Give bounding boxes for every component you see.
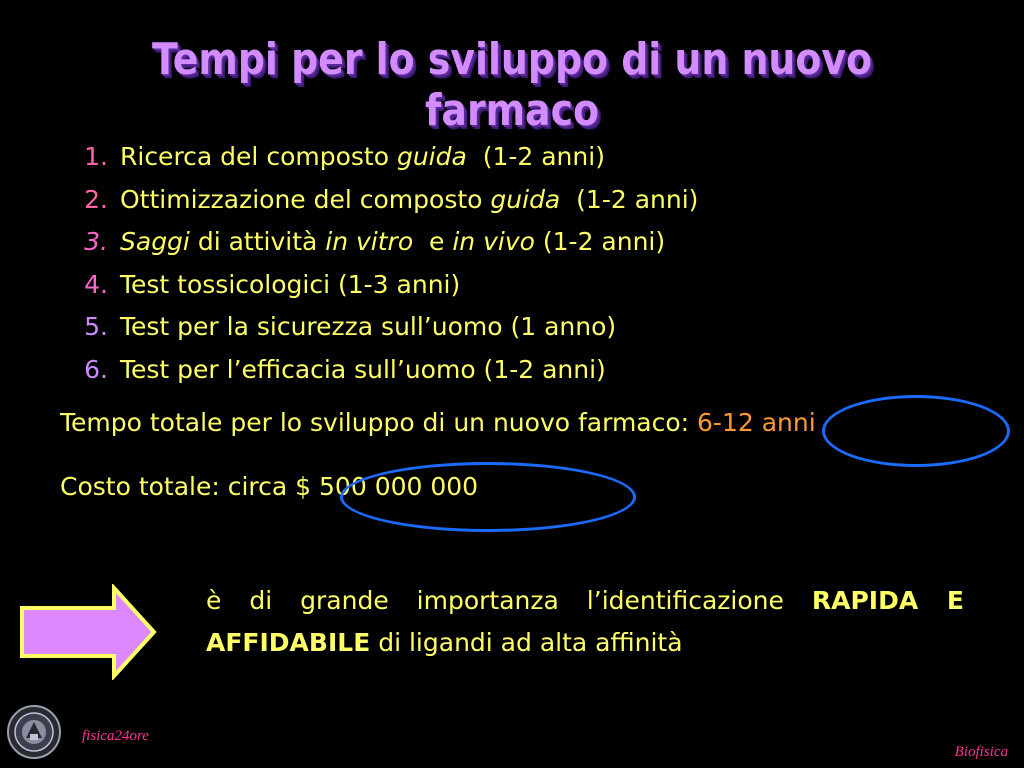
- university-seal-icon: [6, 704, 62, 760]
- step-text: Test per l’efficacia sull’uomo (1-2 anni): [120, 354, 606, 384]
- total-time-line: [60, 408, 816, 437]
- step-text-italic: in vitro: [325, 227, 414, 256]
- steps-list: [60, 136, 698, 391]
- step-item: [60, 221, 698, 264]
- step-duration: (1-2 anni): [560, 184, 699, 214]
- step-text: Ottimizzazione del composto: [120, 184, 491, 214]
- step-text: di attività: [189, 227, 326, 256]
- note-text: di ligandi ad alta affinità: [370, 628, 683, 657]
- step-item: [60, 179, 698, 222]
- step-text-italic: guida: [396, 142, 467, 171]
- step-number: 3.: [84, 227, 108, 256]
- step-text-italic: Saggi: [120, 227, 190, 256]
- step-number: 1.: [84, 142, 108, 171]
- footer-site-name: fisica24ore: [82, 728, 149, 744]
- step-text: Test per la sicurezza sull’uomo (1 anno): [120, 312, 617, 341]
- note-text: è di grande importanza l’identificazione: [206, 586, 812, 615]
- step-item: [60, 136, 698, 179]
- step-text: Test tossicologici (1-3 anni): [120, 269, 461, 299]
- total-time-label: Tempo totale per lo sviluppo di un nuovo farmaco:: [60, 408, 698, 437]
- step-duration: (1-2 anni): [534, 227, 666, 256]
- slide-title: Tempi per lo sviluppo di un nuovo farmaco: [151, 34, 873, 136]
- step-number: 2.: [84, 184, 108, 214]
- step-text-italic: in vivo: [452, 227, 535, 256]
- step-item: [60, 349, 698, 392]
- total-time-value: 6-12 anni: [697, 408, 816, 437]
- total-time-highlight-ellipse: [822, 395, 1010, 467]
- conclusion-note: [206, 580, 964, 664]
- total-cost-value: $ 500 000 000: [295, 472, 479, 501]
- step-number: 4.: [84, 269, 108, 299]
- step-text-italic: guida: [490, 184, 561, 214]
- total-cost-label: Costo totale: circa: [60, 472, 296, 501]
- step-item: [60, 306, 698, 349]
- step-text: Ricerca del composto: [120, 142, 397, 171]
- right-arrow-icon: [18, 584, 158, 680]
- step-number: 5.: [84, 312, 108, 341]
- note-bold-text: RAPIDA E AFFIDABILE: [206, 586, 964, 657]
- footer-course-name: Biofisica: [954, 744, 1008, 760]
- step-duration: (1-2 anni): [466, 142, 605, 171]
- step-text: e: [413, 227, 453, 256]
- step-number: 6.: [84, 354, 108, 384]
- step-item: [60, 264, 698, 307]
- total-cost-highlight-ellipse: [340, 462, 636, 532]
